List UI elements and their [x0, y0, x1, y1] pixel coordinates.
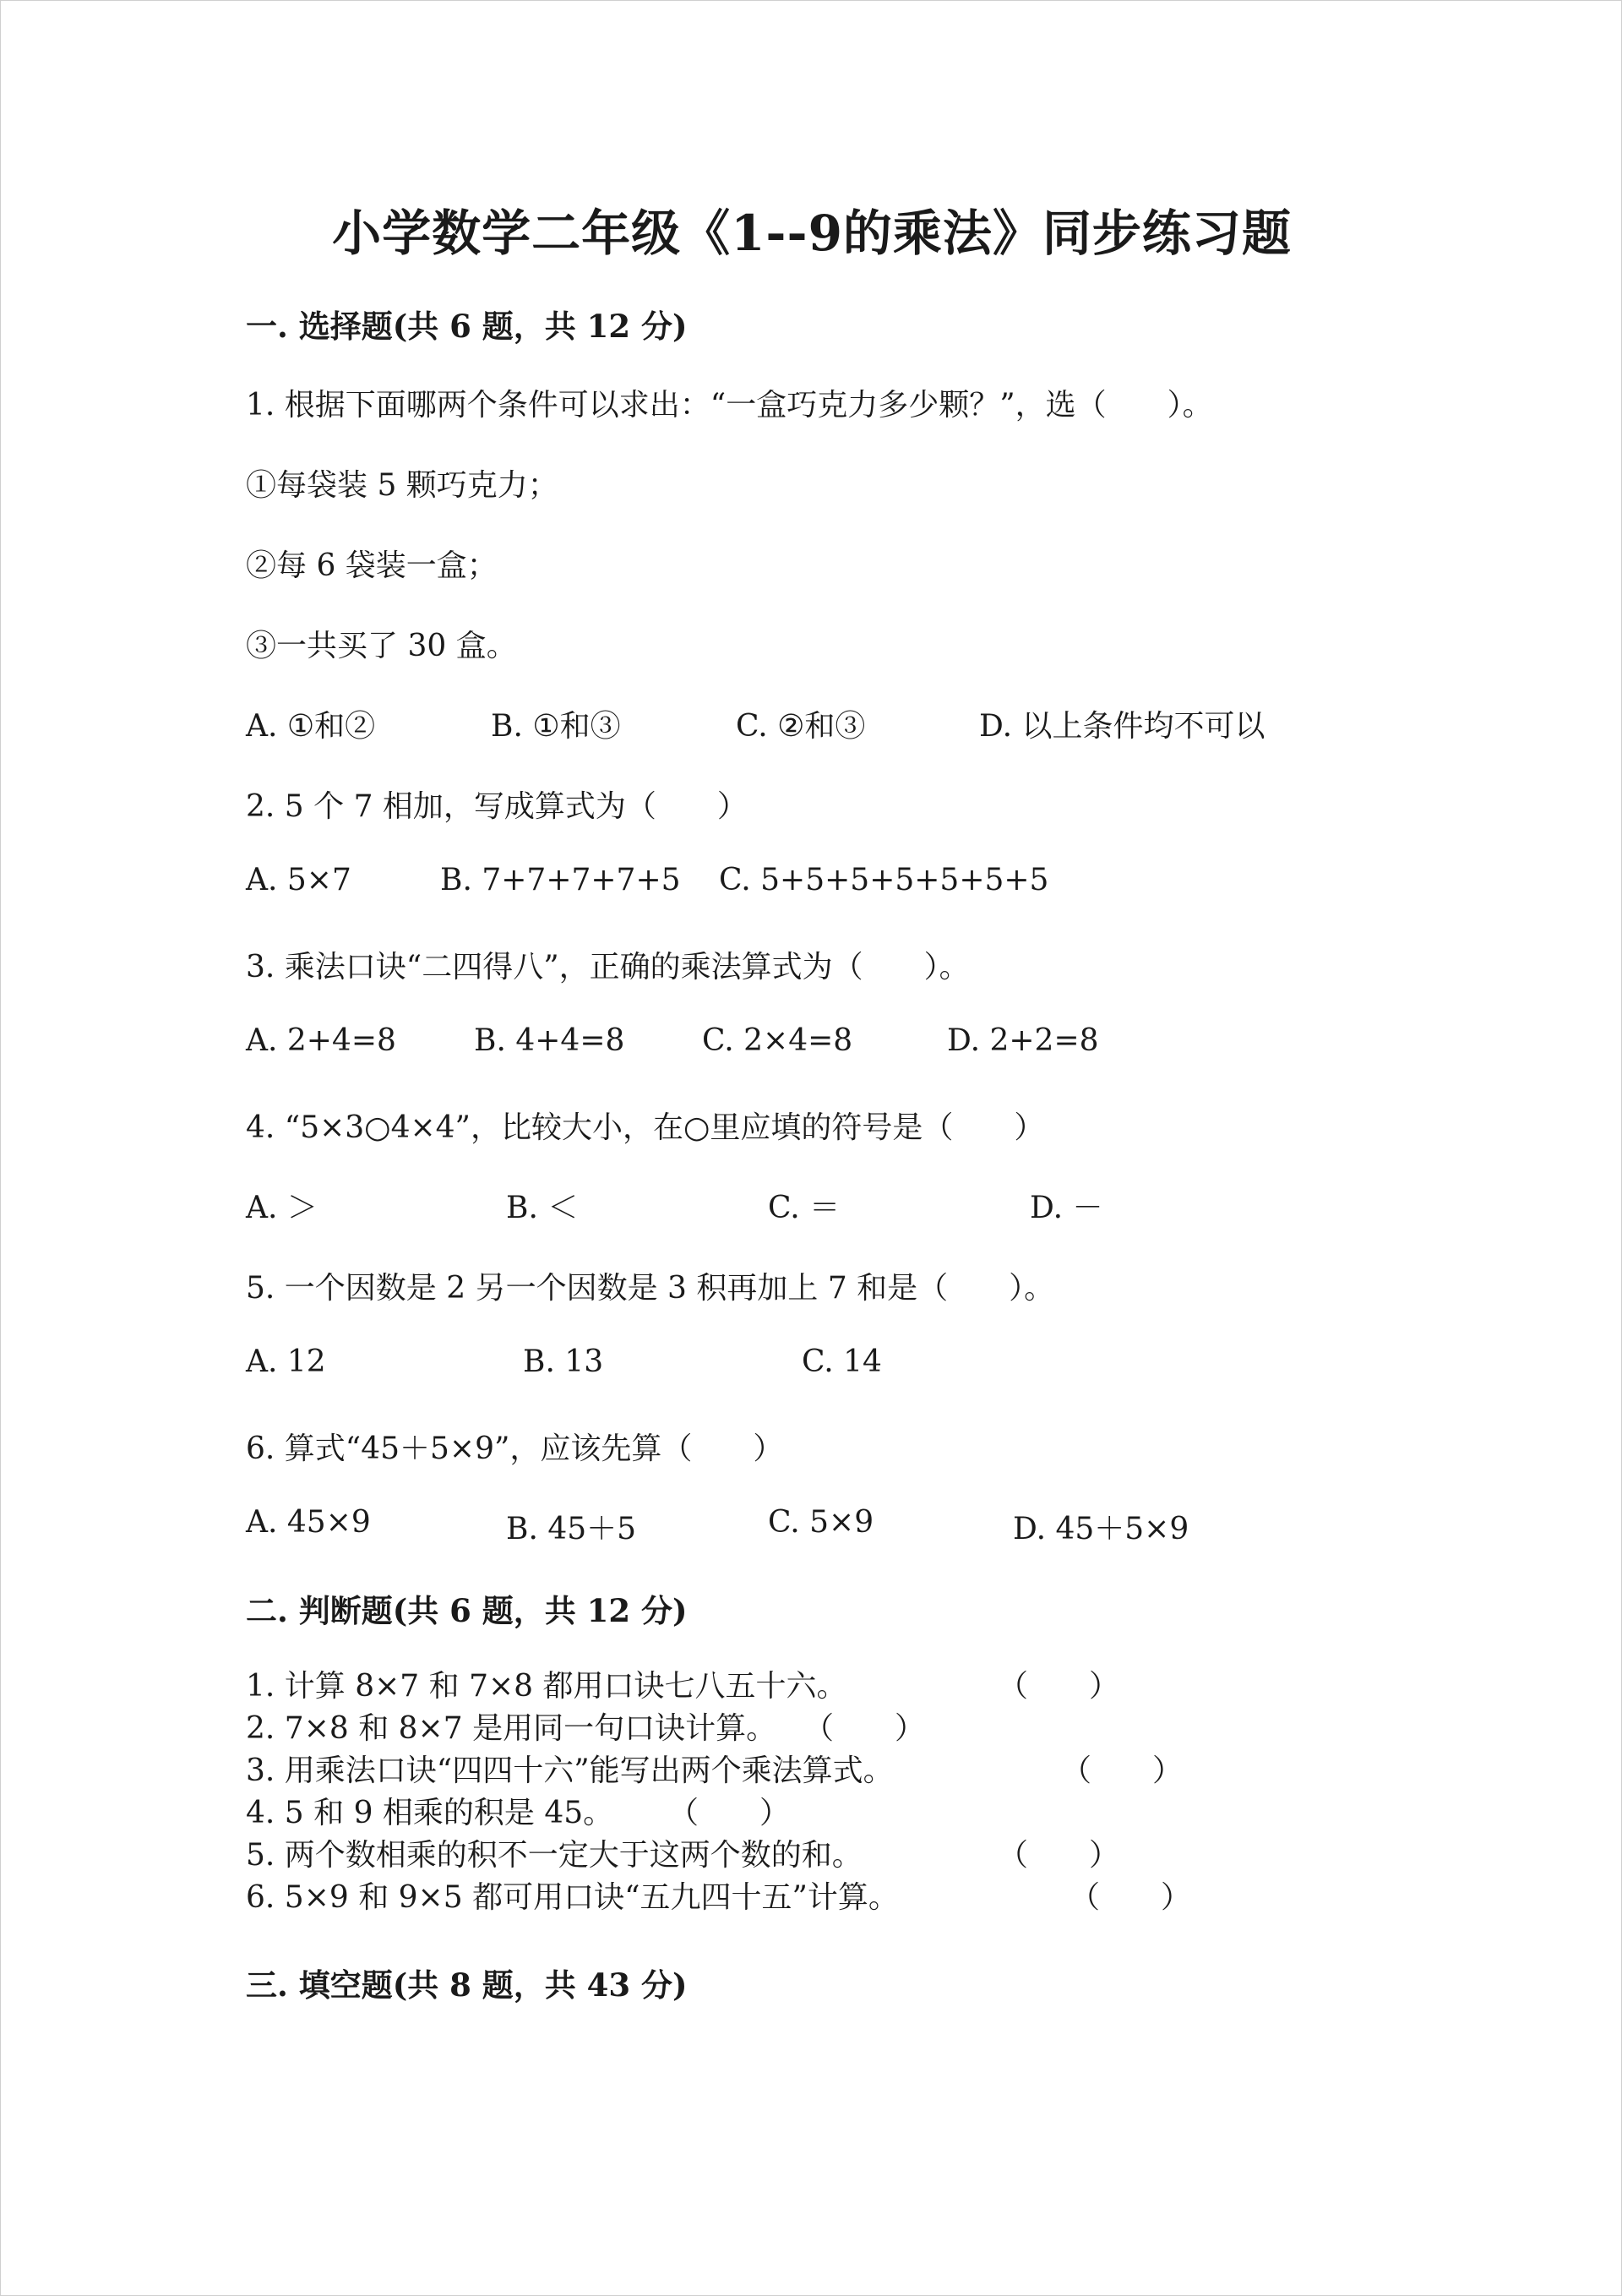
question-4-option-c: C. ＝: [768, 1191, 841, 1225]
question-6-stem: 6. 算式“45＋5×9”，应该先算（ ）: [246, 1432, 784, 1466]
question-3-option-c: C. 2×4=8: [702, 1023, 853, 1058]
question-3-option-d: D. 2+2=8: [947, 1023, 1099, 1058]
judge-item-3-answer-blank[interactable]: （ ）: [1061, 1753, 1184, 1788]
question-6-option-a: A. 45×9: [246, 1505, 371, 1540]
question-6-option-c: C. 5×9: [768, 1505, 874, 1540]
question-1-condition-1: ①每袋装 5 颗巧克力；: [246, 468, 558, 503]
judge-item-4-answer-blank[interactable]: （ ）: [668, 1796, 791, 1830]
question-4-option-d: D. －: [1030, 1191, 1103, 1225]
question-3-stem: 3. 乘法口诀“二四得八”，正确的乘法算式为（ ）。: [246, 950, 970, 984]
question-4-stem: 4. “5×3○4×4”，比较大小，在○里应填的符号是（ ）: [246, 1110, 1045, 1145]
judge-item-2-answer-blank[interactable]: （ ）: [803, 1711, 926, 1746]
question-2-stem: 2. 5 个 7 相加，写成算式为（ ）: [246, 789, 748, 824]
question-3-option-a: A. 2+4=8: [246, 1023, 396, 1058]
question-1-option-a: A. ①和②: [246, 709, 376, 744]
question-1-condition-3: ③一共买了 30 盒。: [246, 629, 517, 663]
question-2-option-a: A. 5×7: [246, 863, 351, 897]
question-1-stem: 1. 根据下面哪两个条件可以求出：“一盒巧克力多少颗？”，选（ ）。: [246, 388, 1213, 423]
question-4-option-a: A. ＞: [246, 1191, 318, 1225]
judge-item-1-answer-blank[interactable]: （ ）: [998, 1669, 1120, 1704]
question-1-option-b: B. ①和③: [491, 709, 621, 744]
judge-item-4: 4. 5 和 9 相乘的积是 45。: [246, 1796, 614, 1830]
question-5-stem: 5. 一个因数是 2 另一个因数是 3 积再加上 7 和是（ ）。: [246, 1271, 1055, 1306]
judge-item-6-answer-blank[interactable]: （ ）: [1070, 1880, 1192, 1915]
judge-item-6: 6. 5×9 和 9×5 都可用口诀“五九四十五”计算。: [246, 1880, 899, 1915]
question-6-option-b: B. 45＋5: [506, 1512, 637, 1546]
section-heading-choice: 一. 选择题(共 6 题，共 12 分): [246, 308, 688, 345]
question-1-option-c: C. ②和③: [736, 709, 866, 744]
judge-item-3: 3. 用乘法口诀“四四十六”能写出两个乘法算式。: [246, 1753, 894, 1788]
question-5-option-c: C. 14: [802, 1344, 882, 1379]
question-5-option-a: A. 12: [246, 1344, 326, 1379]
judge-item-2: 2. 7×8 和 8×7 是用同一句口诀计算。: [246, 1711, 777, 1746]
page-title: 小学数学二年级《1--9的乘法》同步练习题: [332, 205, 1292, 262]
judge-item-5: 5. 两个数相乘的积不一定大于这两个数的和。: [246, 1838, 863, 1873]
question-3-option-b: B. 4+4=8: [474, 1023, 625, 1058]
judge-item-5-answer-blank[interactable]: （ ）: [998, 1838, 1120, 1873]
question-6-option-d: D. 45＋5×9: [1013, 1512, 1189, 1546]
judge-item-1: 1. 计算 8×7 和 7×8 都用口诀七八五十六。: [246, 1669, 847, 1704]
section-heading-judge: 二. 判断题(共 6 题，共 12 分): [246, 1592, 688, 1629]
question-5-option-b: B. 13: [523, 1344, 604, 1379]
section-heading-fill-blank: 三. 填空题(共 8 题，共 43 分): [246, 1966, 688, 2004]
question-1-option-d: D. 以上条件均不可以: [979, 709, 1265, 744]
question-2-option-c: C. 5+5+5+5+5+5+5: [719, 863, 1049, 897]
question-1-condition-2: ②每 6 袋装一盒；: [246, 548, 498, 583]
question-4-option-b: B. ＜: [506, 1191, 579, 1225]
question-2-option-b: B. 7+7+7+7+5: [440, 863, 681, 897]
